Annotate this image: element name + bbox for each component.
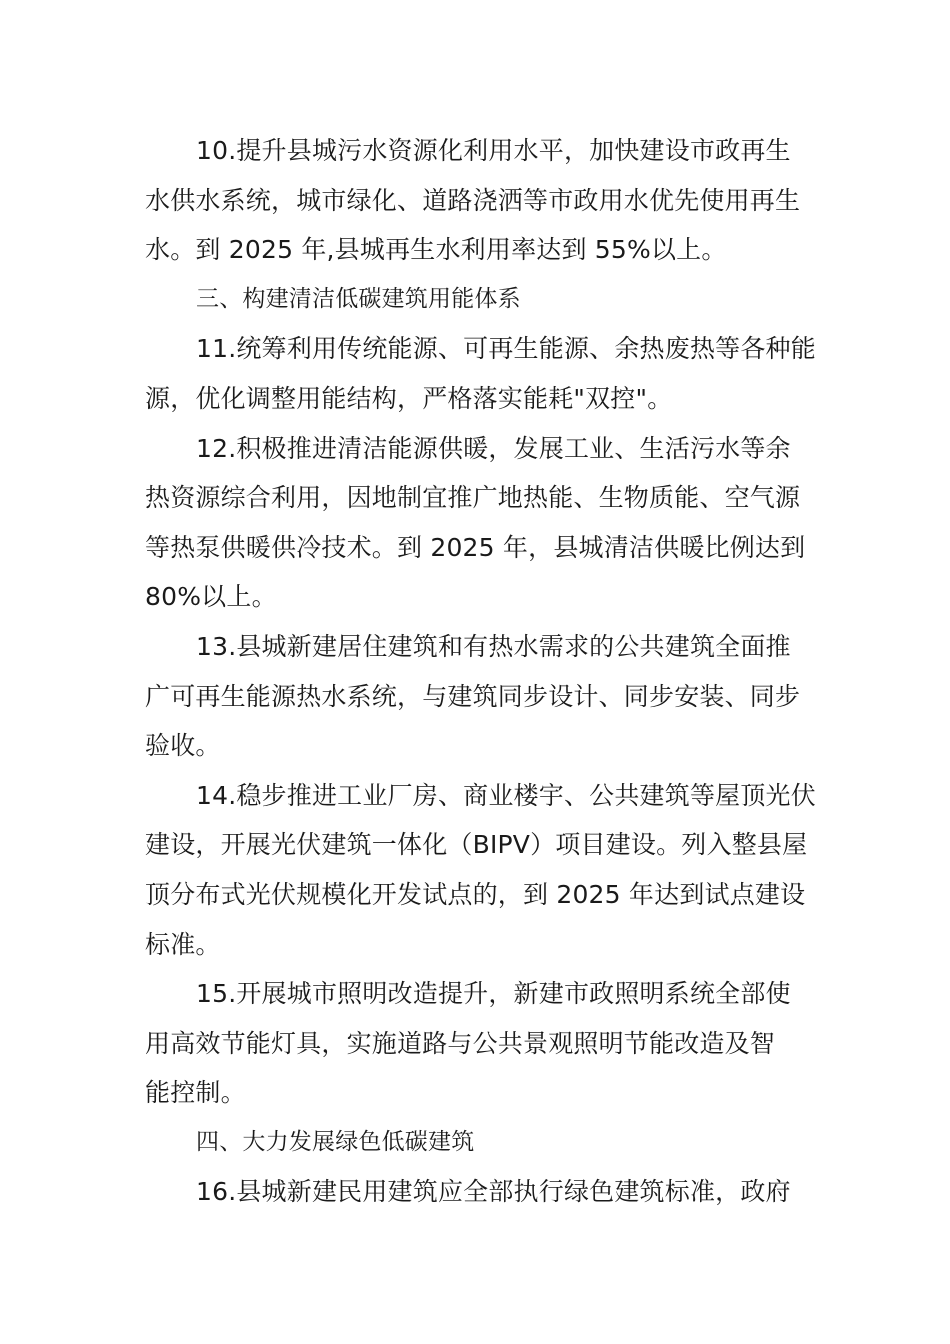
text-line: 等热泵供暖供冷技术。到 2025 年，县城清洁供暖比例达到 <box>145 532 806 562</box>
text-line: 16.县城新建民用建筑应全部执行绿色建筑标准，政府 <box>196 1177 791 1207</box>
text-line: 源，优化调整用能结构，严格落实能耗"双控"。 <box>145 383 673 413</box>
text-line: 能控制。 <box>145 1078 246 1108</box>
text-line: 建设，开展光伏建筑一体化（BIPV）项目建设。列入整县屋 <box>145 830 808 860</box>
text-line: 水。到 2025 年,县城再生水利用率达到 55%以上。 <box>145 235 727 265</box>
text-line: 用高效节能灯具，实施道路与公共景观照明节能改造及智 <box>145 1028 776 1058</box>
text-line: 15.开展城市照明改造提升，新建市政照明系统全部使 <box>196 979 791 1009</box>
paragraph-10 <box>145 126 809 275</box>
text-line: 13.县城新建居住建筑和有热水需求的公共建筑全面推 <box>196 631 791 661</box>
text-line: 水供水系统，城市绿化、道路浇洒等市政用水优先使用再生 <box>145 185 801 215</box>
text-line: 热资源综合利用，因地制宜推广地热能、生物质能、空气源 <box>145 483 801 513</box>
text-line: 10.提升县城污水资源化利用水平，加快建设市政再生 <box>196 136 791 165</box>
paragraph-12 <box>145 424 809 622</box>
text-line: 11.统筹利用传统能源、可再生能源、余热废热等各种能 <box>196 334 816 364</box>
section-heading-4 <box>145 1118 809 1168</box>
text-line: 广可再生能源热水系统，与建筑同步设计、同步安装、同步 <box>145 681 801 711</box>
paragraph-15 <box>145 969 809 1118</box>
text-line: 12.积极推进清洁能源供暖，发展工业、生活污水等余 <box>196 433 791 463</box>
paragraph-14 <box>145 771 816 969</box>
section-heading-3 <box>145 275 809 325</box>
text-line: 14.稳步推进工业厂房、商业楼宇、公共建筑等屋顶光伏 <box>196 780 816 810</box>
heading-text: 三、构建清洁低碳建筑用能体系 <box>196 285 521 312</box>
text-line: 标准。 <box>145 929 221 959</box>
paragraph-13 <box>145 622 809 771</box>
document-body <box>145 126 816 1217</box>
paragraph-16 <box>145 1167 809 1217</box>
heading-text: 四、大力发展绿色低碳建筑 <box>196 1128 475 1155</box>
text-line: 验收。 <box>145 731 221 761</box>
paragraph-11 <box>145 324 816 423</box>
text-line: 顶分布式光伏规模化开发试点的，到 2025 年达到试点建设 <box>145 879 806 909</box>
text-line: 80%以上。 <box>145 582 277 612</box>
